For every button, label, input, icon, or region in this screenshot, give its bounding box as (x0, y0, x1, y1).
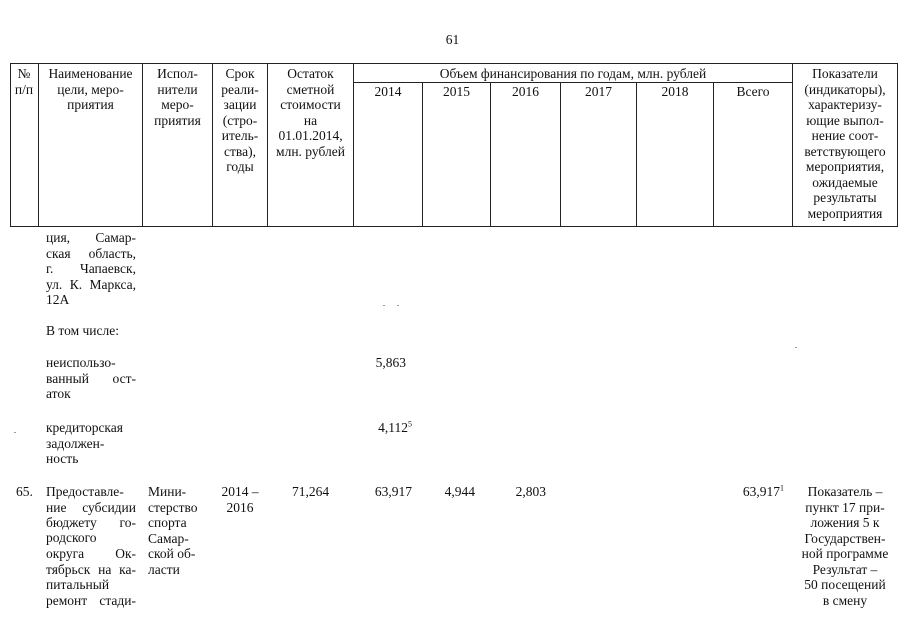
footnote-marker: 5 (408, 419, 412, 429)
row-65-number: 65. (16, 484, 33, 499)
header-year-2017: 2017 (585, 84, 612, 99)
header-divider (490, 82, 491, 227)
footnote-marker: 1 (780, 483, 784, 493)
row-65-executor: Мини- стерство спорта Самар- ской об- ласти (148, 484, 198, 577)
header-divider (560, 82, 561, 227)
header-year-2015: 2015 (443, 84, 470, 99)
in-that-number-label: В том числе: (46, 323, 119, 338)
row-65-name: Предоставле- ние субсидии бюджету го- (46, 484, 136, 530)
header-num: № п/п (14, 66, 34, 97)
continuation-text: ция, Самар- ская область, г. Чапаевск, ул. К. Маркса, (46, 230, 136, 292)
continuation-text-last: 12А (46, 292, 70, 307)
row-65-name-line4: родского (46, 530, 97, 545)
scan-artifact (383, 305, 385, 306)
header-year-2018: 2018 (661, 84, 689, 99)
header-divider (422, 82, 423, 227)
header-year-2016: 2016 (512, 84, 539, 99)
scan-artifact (397, 305, 399, 306)
row-65-total: 63,917$^1$ (742, 483, 784, 499)
header-term: Срок реали- зации (стро- итель- ства), годы (221, 66, 259, 174)
header-name: Наименование цели, меро- приятия (48, 66, 133, 112)
header-divider (713, 82, 714, 227)
header-remaining-cost: Остаток сметной стоимости на 01.01.2014, млн. рублей (276, 66, 345, 159)
row-65-2015: 4,944 (444, 484, 475, 499)
row-65-2014: 63,917 (374, 484, 412, 499)
row-65-term: 2014 – 2016 (221, 484, 259, 515)
row-65-indicators: Показатель – пункт 17 при- ложения 5 к Государствен- ной программе Результат – 50 посещений в смену (801, 484, 889, 608)
header-subdivider (353, 82, 792, 83)
row-65-name-rest: округа Ок- тябрьск на ка- (46, 546, 136, 577)
creditor-debt-label: кредиторская задолжен- ность (46, 420, 123, 466)
header-financing-group: Объем финансирования по годам, млн. рублей (439, 66, 707, 81)
header-indicators: Показатели (индикаторы), характеризу- ющие выпол- нение соот- ветствующего мероприятия, ожидаемые результаты мероприятия (804, 66, 886, 221)
unused-balance-label: неиспользо- ванный ост- (46, 355, 136, 386)
unused-balance-label-last: аток (46, 386, 71, 401)
header-year-2014: 2014 (374, 84, 402, 99)
scan-artifact (795, 347, 797, 348)
header-divider (636, 82, 637, 227)
creditor-debt-2014: 4,112$^5$ (378, 419, 412, 435)
header-total: Всего (736, 84, 770, 99)
row-65-name-line7: питальный (46, 577, 110, 592)
unused-balance-2014: 5,863 (375, 355, 406, 370)
row-65-remaining-cost: 71,264 (291, 484, 330, 499)
row-65-name-line8: ремонт стади- (46, 593, 136, 608)
page-number: 61 (445, 32, 460, 47)
header-executors: Испол- нители меро- приятия (154, 66, 201, 128)
scan-artifact (14, 432, 16, 433)
row-65-2016: 2,803 (515, 484, 546, 499)
